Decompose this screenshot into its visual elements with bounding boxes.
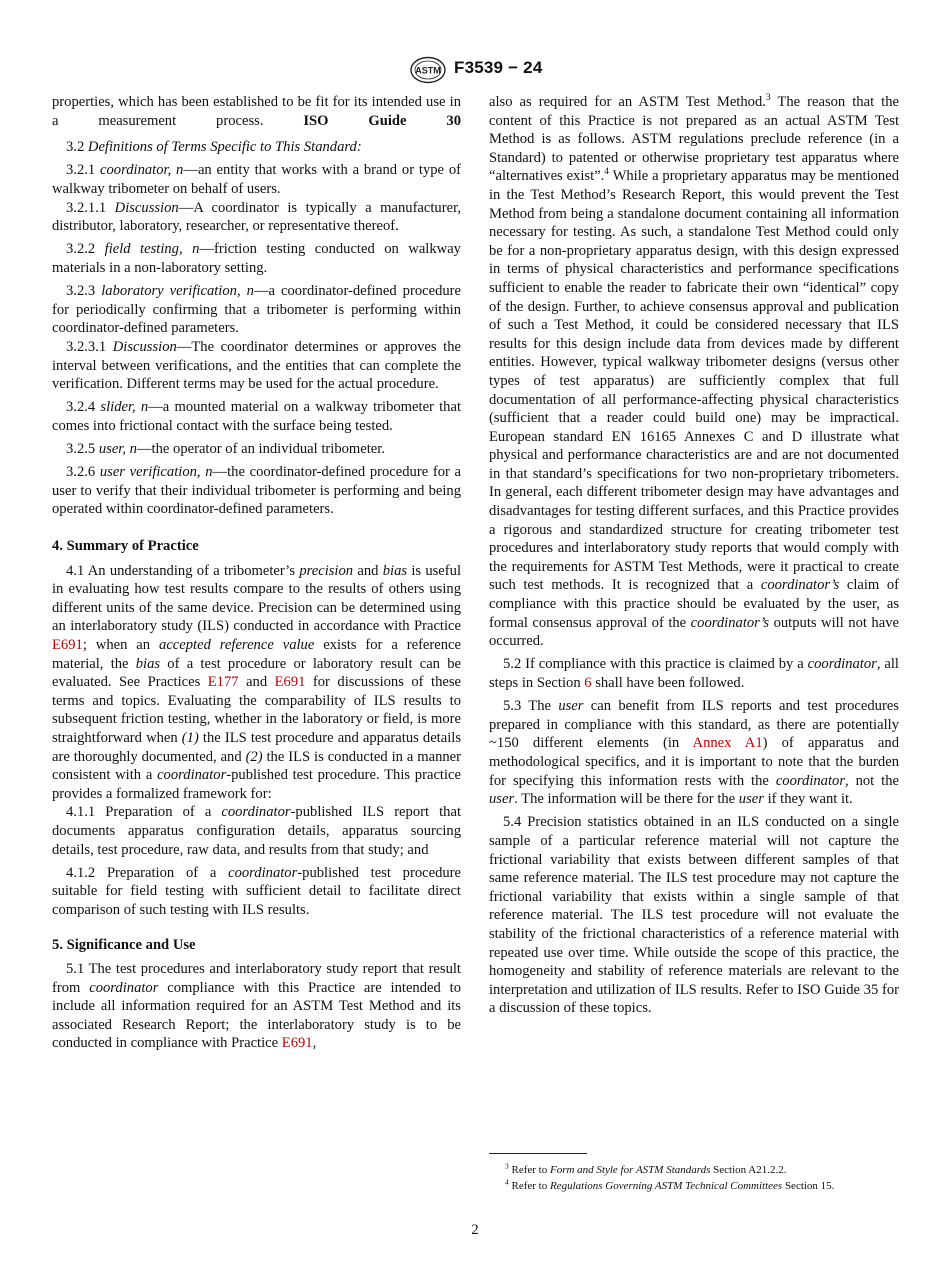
- link-annex-a1[interactable]: Annex A1: [692, 735, 763, 752]
- paragraph-3-2-1-1: 3.2.1.1 Discussion—A coordinator is typically a manufacturer, distributor, laboratory, researcher, or representative thereof.: [52, 199, 461, 235]
- paragraph-4-1-1: 4.1.1 Preparation of a coordinator-published ILS report that documents apparatus configuration details, apparatus sourcing details, test procedure, raw data, and results from that study; and: [52, 804, 461, 858]
- left-column: [52, 93, 461, 1058]
- svg-text:ASTM: ASTM: [415, 65, 441, 76]
- paragraph-3-2-5: 3.2.5 user, n—the operator of an individual tribometer.: [66, 441, 385, 458]
- document-designation: F3539 − 24: [454, 58, 543, 77]
- paragraph-5-1: 5.1 The test procedures and interlaboratory study report that result from coordinator compliance with this Practice are intended to include all information required for an ASTM Test Method and its associated Research Report; the interlaboratory study is to be conducted in compliance with Practice E691,: [52, 961, 461, 1052]
- link-e177[interactable]: E177: [207, 674, 239, 691]
- footnote-divider: [489, 1153, 587, 1154]
- paragraph-5-4: 5.4 Precision statistics obtained in an ILS conducted on a single sample of a particular reference material will not capture the frictional variability that exists between different samples of that same reference material. The ILS test procedure may not capture the frictional variability that exists within a single sample of that reference material. The ILS test procedure will not evaluate the stability of the frictional characteristics of a reference material with repeated use over time. While outside the scope of this practice, the homogeneity and stability of reference materials are relevant to the interpretation and utilization of ILS results. Refer to ISO Guide 35 for a discussion of these topics.: [489, 814, 899, 1017]
- paragraph-3-2-2: 3.2.2 field testing, n—friction testing conducted on walkway materials in a non-laboratory setting.: [52, 241, 461, 276]
- footnotes: [489, 1162, 909, 1194]
- paragraph-3-2-3: 3.2.3 laboratory verification, n—a coordinator-defined procedure for periodically confirming that a tribometer is performing within coordinator-defined parameters.: [52, 283, 461, 337]
- paragraph-4-1-2: 4.1.2 Preparation of a coordinator-published test procedure suitable for field testing with sufficient detail to facilitate direct comparison of such testing with ILS results.: [52, 864, 461, 918]
- iso-guide-reference: ISO Guide 30: [303, 112, 461, 129]
- page-number: 2: [471, 1222, 479, 1238]
- footnote-ref-4[interactable]: 4: [604, 167, 610, 178]
- footnote-ref-3[interactable]: 3: [765, 93, 771, 104]
- paragraph-3-2-4: 3.2.4 slider, n—a mounted material on a walkway tribometer that comes into frictional contact with the surface being tested.: [52, 399, 461, 434]
- section-heading-significance: 5. Significance and Use: [52, 936, 196, 953]
- paragraph-4-1: 4.1 An understanding of a tribometer’s precision and bias is useful in evaluating how test results compare to the results of others using different units of the same device. Precision can be determined using an interlaboratory study (ILS) conducted in accordance with Practice E691; when an accepted reference value exists for a reference material, the bias of a test procedure or laboratory result can be evaluated. See Practices E177 and E691 for discussions of these terms and topics. Evaluating the comparability of ILS results to subsequent friction testing, whether in the laboratory or field, is more straightforward when (1) the ILS test procedure and apparatus details are thoroughly documented, and (2) the ILS is conducted in a manner consistent with a coordinator-published test procedure. This practice provides a formalized framework for:: [52, 562, 461, 802]
- paragraph-5-2: 5.2 If compliance with this practice is claimed by a coordinator, all steps in Section 6 shall have been followed.: [489, 656, 899, 691]
- right-column: [489, 93, 899, 1022]
- paragraph-5-3: 5.3 The user can benefit from ILS reports and test procedures prepared in compliance with this standard, as there are potentially ~150 different elements (in Annex A1) of apparatus and methodological specifics, and it is important to note that the burden for specifying this information rests with the coordinator, not the user. The information will be there for the user if they want it.: [489, 698, 900, 808]
- link-e691[interactable]: E691: [52, 637, 83, 653]
- link-e691[interactable]: E691: [281, 1035, 313, 1052]
- page-header: [0, 56, 950, 84]
- paragraph-3-2-6: 3.2.6 user verification, n—the coordinator-defined procedure for a user to verify that their individual tribometer is performing and being operated within coordinator-defined parameters.: [52, 464, 461, 518]
- astm-logo-icon: [409, 56, 447, 84]
- paragraph-3-2-3-1: 3.2.3.1 Discussion—The coordinator determines or approves the interval between verifications, and the entities that can complete the verification. Different terms may be used for the actual procedure.: [52, 338, 461, 393]
- link-e691[interactable]: E691: [274, 674, 306, 691]
- paragraph-3-2-1: 3.2.1 coordinator, n—an entity that works with a brand or type of walkway tribometer on behalf of users.: [52, 162, 461, 197]
- footnote-4: $^4$ Refer to Regulations Governing ASTM Technical Committees Section 15.: [505, 1177, 835, 1192]
- paragraph-3-2: 3.2 Definitions of Terms Specific to This Standard:: [66, 139, 362, 156]
- paragraph-5-1-continued: also as required for an ASTM Test Method.$^3$ The reason that the content of this Practice is not prepared as an actual ASTM Test Method is as follows. ASTM regulations preclude reference (in a Standard) to patented or otherwise proprietary test apparatus where “alternatives exist”.$^4$ While a proprietary apparatus may be mentioned in the Test Method’s Research Report, this would prevent the Test Method from being a standalone document containing all information necessary for testing. As such, a standalone Test Method could only be for a non-proprietary apparatus design, with this design expressed in terms of physical characteristics and performance specifications sufficient to enable the reader to fabricate their own “identical” copy of the design. Further, to achieve consensus approval and publication of such a Test Method, it could be considered necessary that ILS results for this design include data from devices made by different entities. However, typical walkway tribometer designs (versus other types of test apparatus) are sufficiently complex that full documentation of all performance-affecting physical characteristics (sufficient that a reader could build one) may be impractical. European standard EN 16165 Annexes C and D illustrate what physical and performance characteristics are and are not documented in that standard’s specifications for two non-proprietary tribometers. In general, each different tribometer design may have advantages and disadvantages for testing different surfaces, and this Practice provides a rigorous and standardized structure for creating tribometer test procedures and interlaboratory study reports that would comply with the requirements for ASTM Test Methods, were it practical to create such test methods. It is recognized that a coordinator’s claim of compliance with this practice should be evaluated by the user, as formal consensus approval of the coordinator’s outputs will not have occurred.: [489, 93, 900, 650]
- link-section-6[interactable]: 6: [584, 675, 592, 691]
- footnote-3: $^3$ Refer to Form and Style for ASTM Standards Section A21.2.2.: [505, 1161, 787, 1176]
- section-heading-summary: 4. Summary of Practice: [52, 538, 199, 555]
- paragraph-3-1-end: properties, which has been established to be fit for its intended use in a measurement process. ISO Guide 30: [52, 94, 461, 129]
